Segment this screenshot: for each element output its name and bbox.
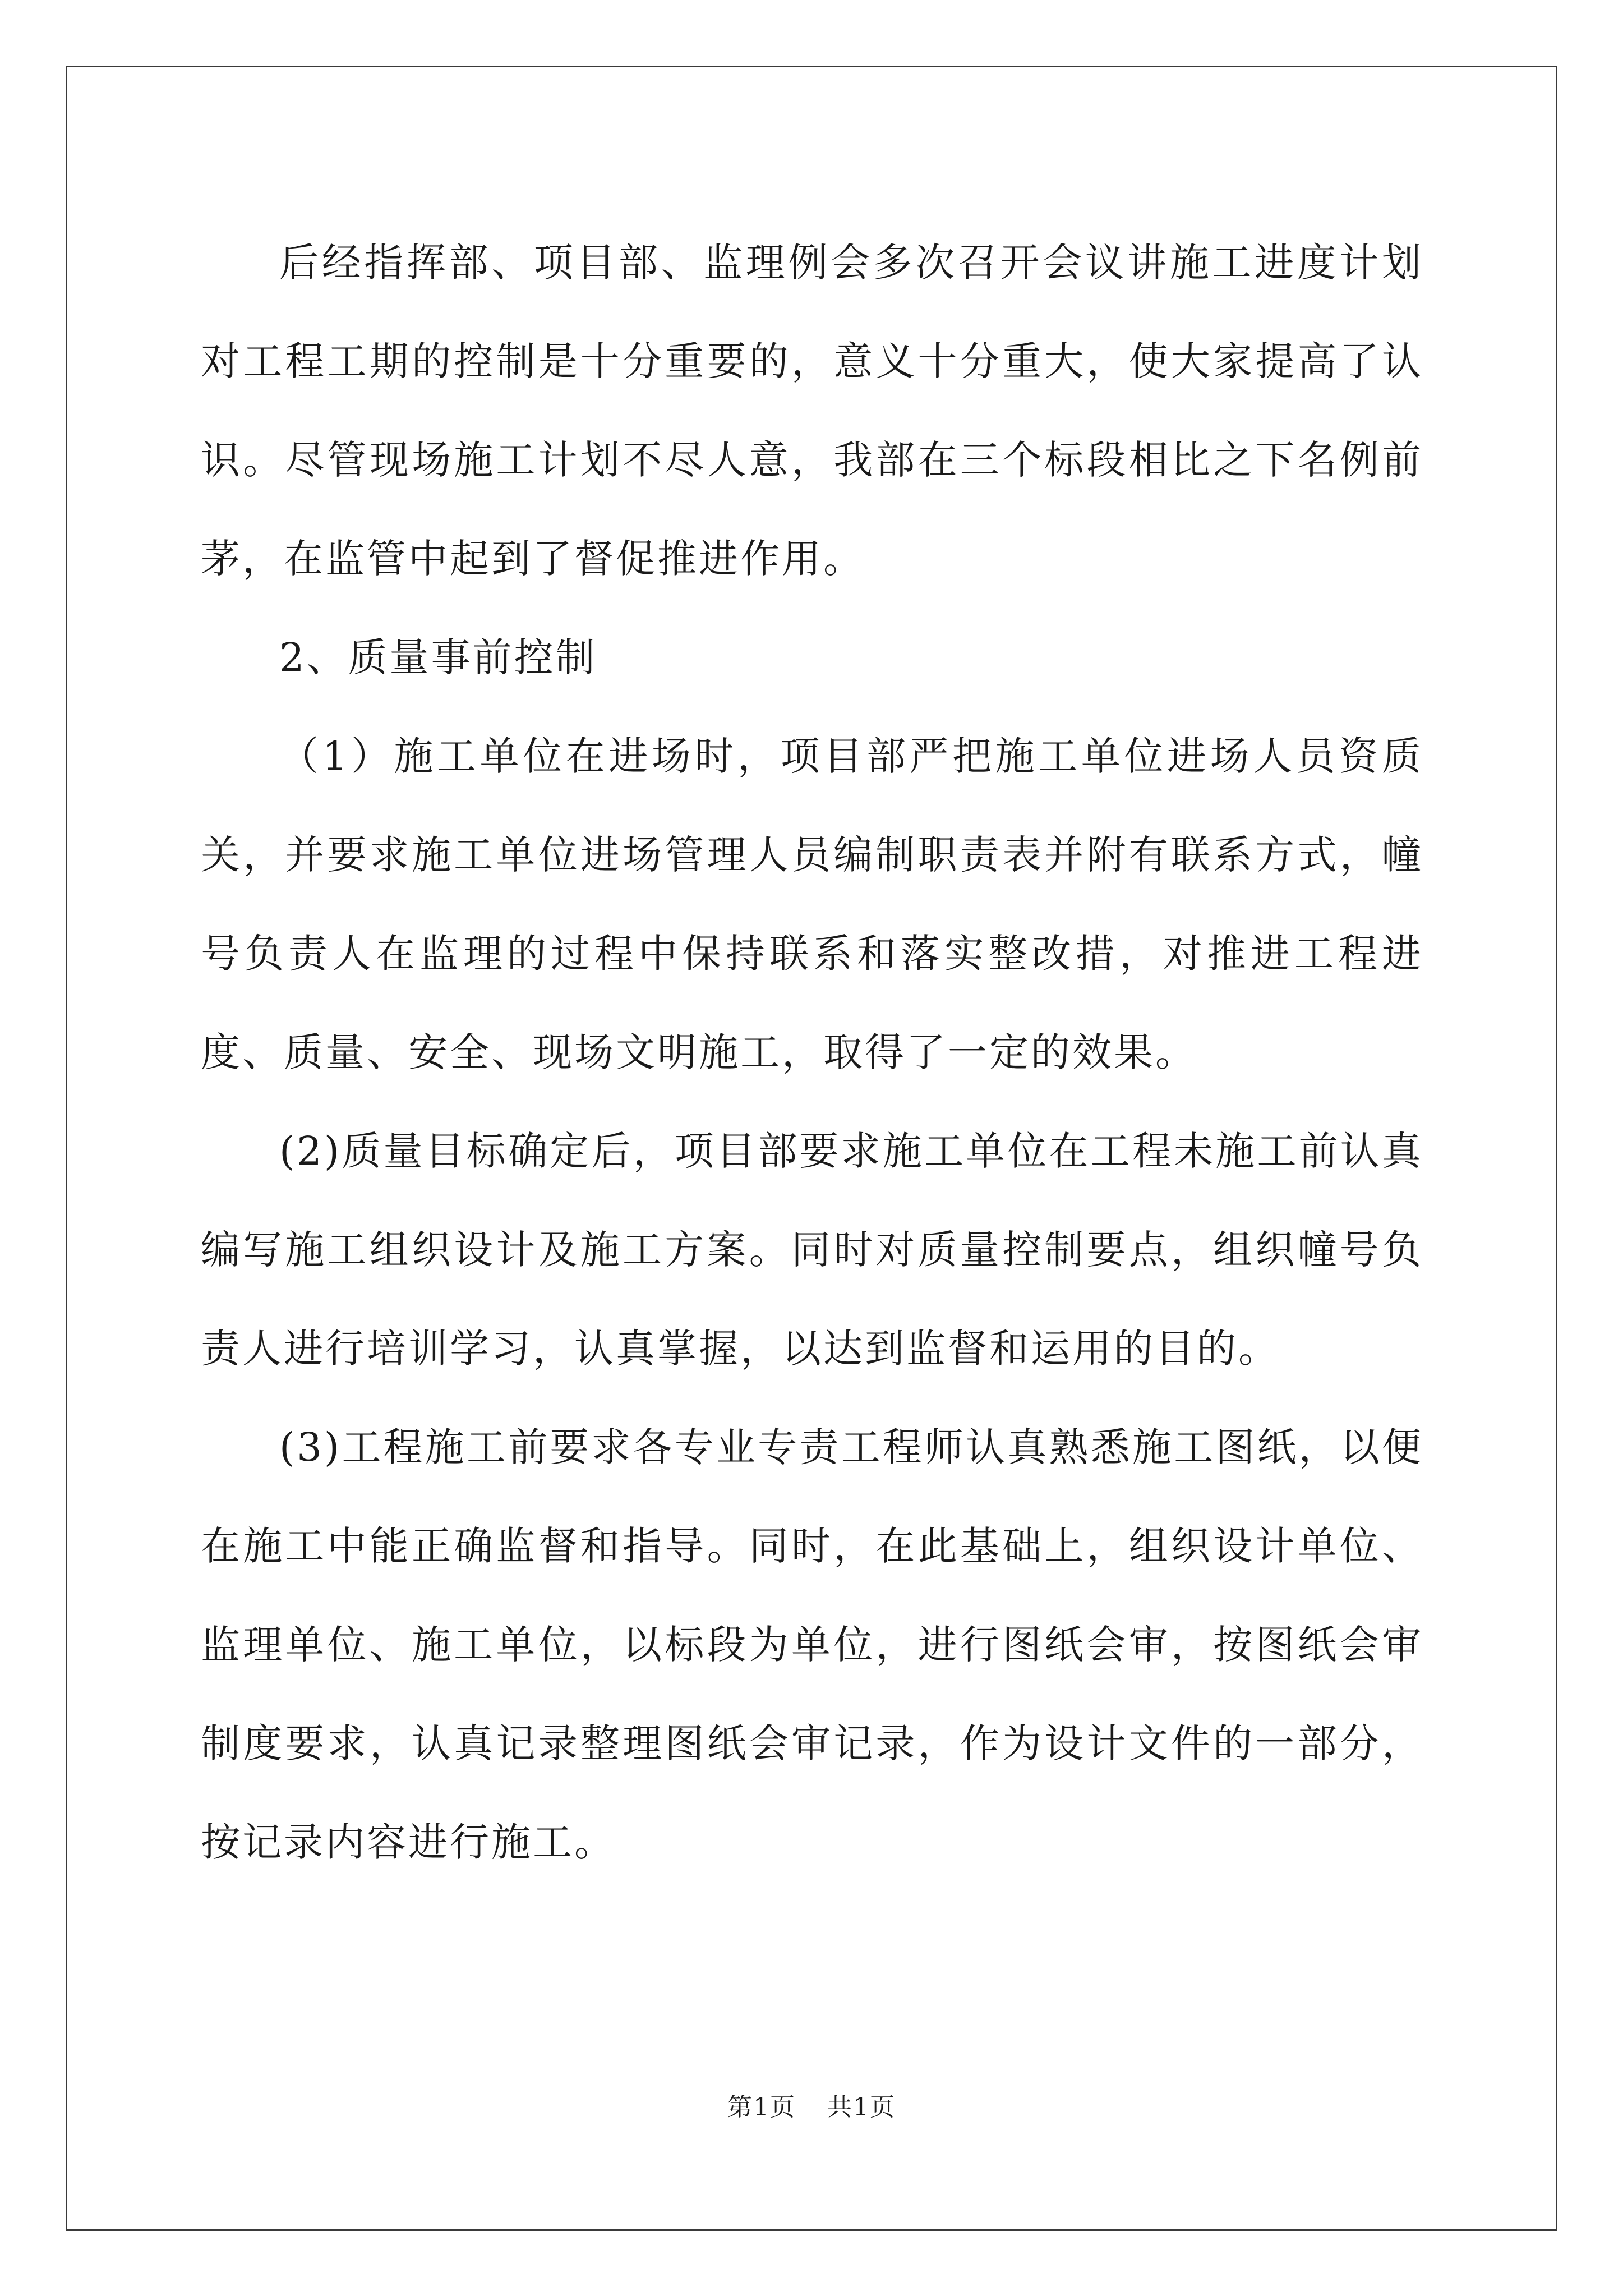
paragraph-progress-control: 后经指挥部、项目部、监理例会多次召开会议讲施工进度计划对工程工期的控制是十分重要的，意义十分重大，使大家提高了认识。尽管现场施工计划不尽人意，我部在三个标段相比之下名例前茅，在监管中起到了督促推进作用。 — [201, 240, 1423, 582]
paragraph-item-3: (3)工程施工前要求各专业专责工程师认真熟悉施工图纸，以便在施工中能正确监督和指导。同时，在此基础上，组织设计单位、监理单位、施工单位，以标段为单位，进行图纸会审，按图纸会审制度要求，认真记录整理图纸会审记录，作为设计文件的一部分，按记录内容进行施工。 — [201, 1424, 1423, 1865]
page-number: 第1页 — [727, 2093, 796, 2122]
document-body — [201, 213, 1423, 1892]
paragraph-item-2: (2)质量目标确定后，项目部要求施工单位在工程未施工前认真编写施工组织设计及施工方案。同时对质量控制要点，组织幢号负责人进行培训学习，认真掌握，以达到监督和运用的目的。 — [201, 1128, 1423, 1372]
section-heading-quality-pre-control: 2、质量事前控制 — [279, 634, 597, 680]
page-footer — [0, 2087, 1623, 2123]
paragraph-item-1: （1）施工单位在进场时，项目部严把施工单位进场人员资质关，并要求施工单位进场管理人员编制职责表并附有联系方式，幢号负责人在监理的过程中保持联系和落实整改措，对推进工程进度、质量、安全、现场文明施工，取得了一定的效果。 — [201, 733, 1423, 1075]
page-total: 共1页 — [827, 2093, 896, 2122]
